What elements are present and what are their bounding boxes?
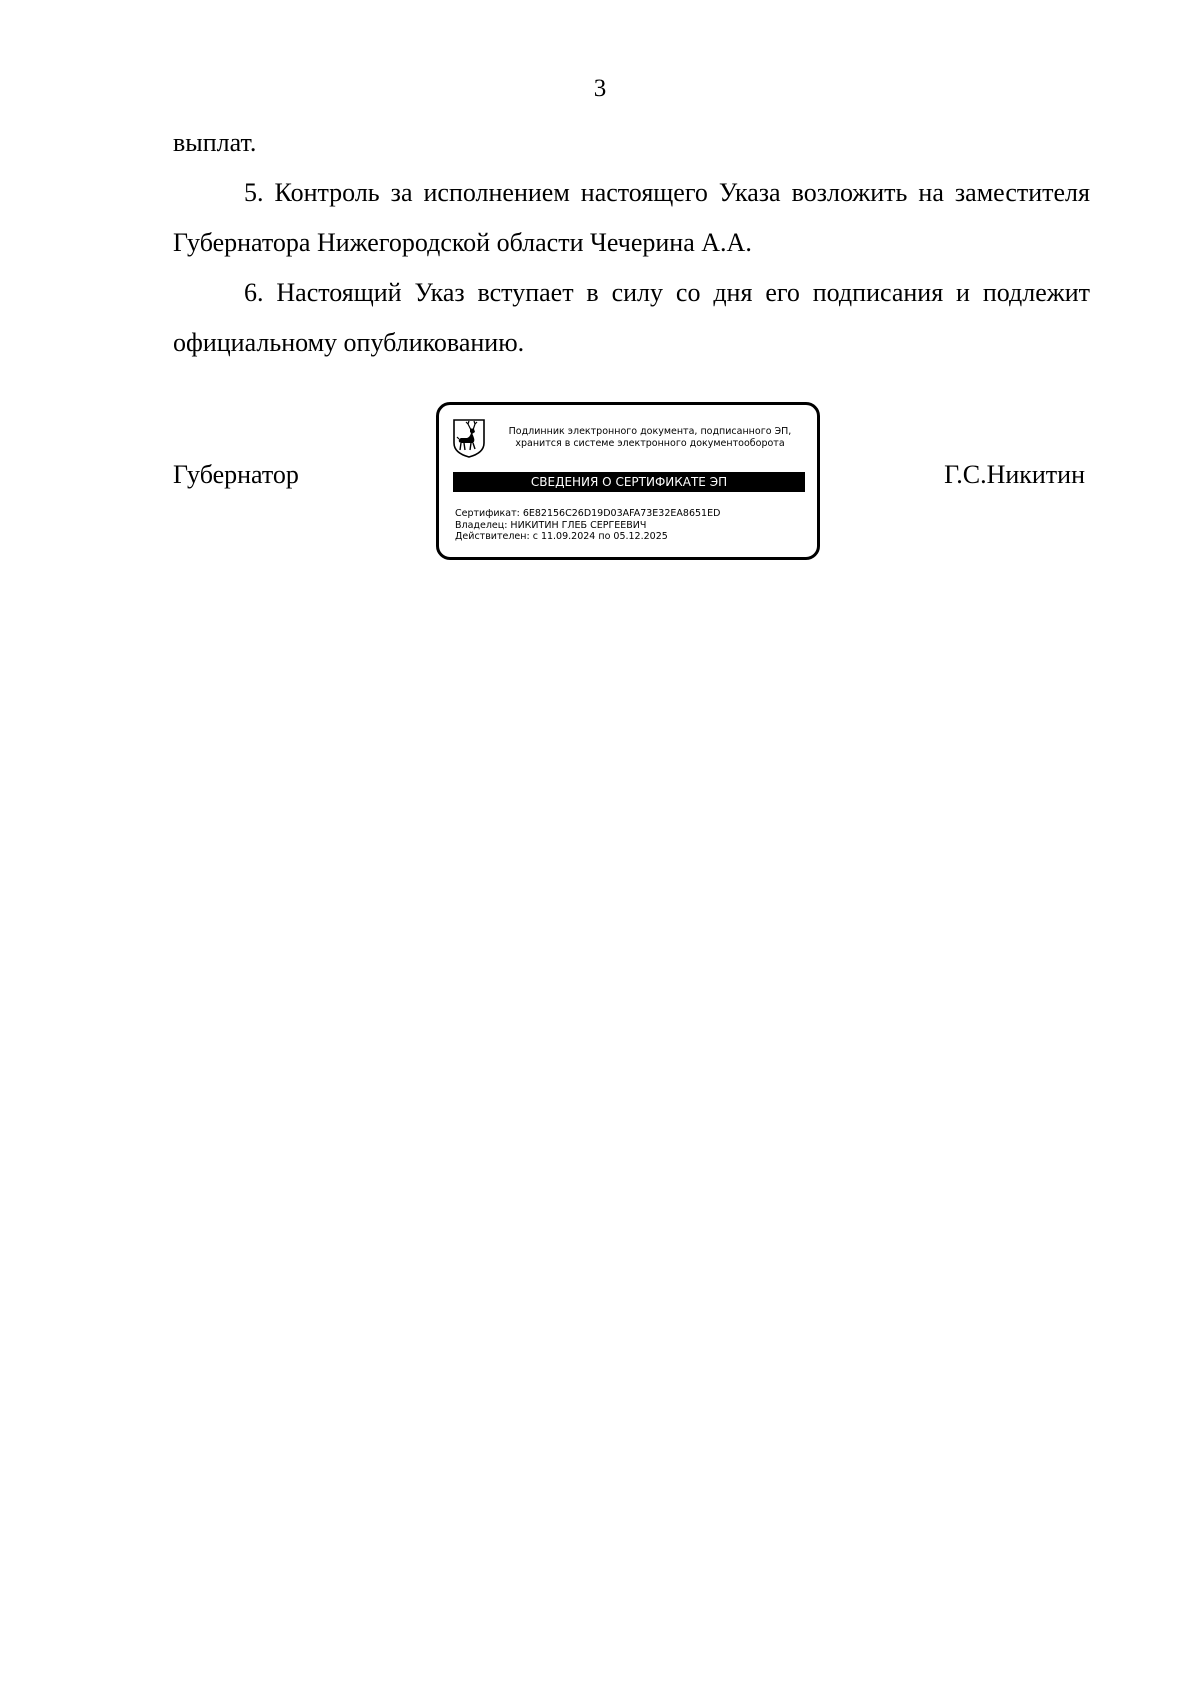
certificate-validity: Действителен: с 11.09.2024 по 05.12.2025 (455, 531, 668, 542)
stamp-header-line-1: Подлинник электронного документа, подписанного ЭП, (508, 426, 792, 437)
page-number: 3 (593, 75, 607, 102)
paragraph-continuation: выплат. (173, 128, 257, 157)
certificate-info-title: СВЕДЕНИЯ О СЕРТИФИКАТЕ ЭП (453, 472, 805, 492)
certificate-serial: Сертификат: 6E82156C26D19D03AFA73E32EA8651ED (455, 508, 721, 519)
stamp-header (487, 426, 813, 450)
deer-coat-of-arms-icon (451, 417, 487, 459)
stamp-header-line-2: хранится в системе электронного документооборота (515, 438, 785, 449)
signatory-title: Губернатор (173, 460, 299, 489)
signatory-name: Г.С.Никитин (944, 460, 1085, 489)
document-body (173, 118, 1090, 368)
electronic-signature-stamp (436, 402, 820, 560)
certificate-details (455, 508, 720, 543)
paragraph-item-5: 5. Контроль за исполнением настоящего Указа возложить на заместителя Губернатора Нижегородской области Чечерина А.А. (173, 178, 1090, 257)
certificate-owner: Владелец: НИКИТИН ГЛЕБ СЕРГЕЕВИЧ (455, 519, 647, 531)
paragraph-item-6: 6. Настоящий Указ вступает в силу со дня его подписания и подлежит официальному опубликованию. (173, 278, 1090, 357)
